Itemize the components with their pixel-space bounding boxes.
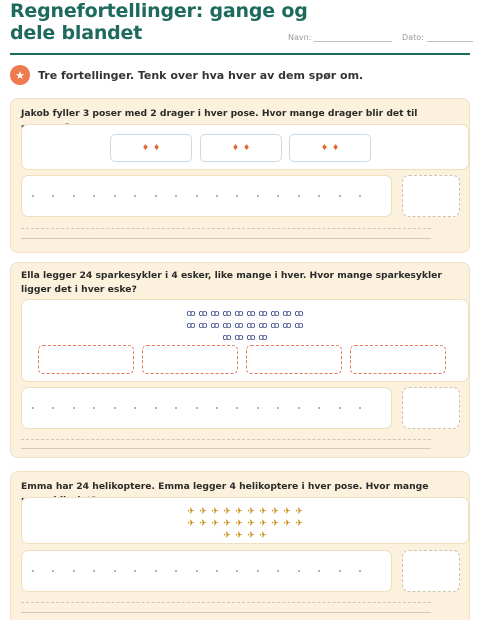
scooter-icon: ꝏ [294, 321, 304, 331]
empty-box[interactable] [246, 345, 342, 374]
writing-line[interactable] [21, 439, 431, 440]
empty-box[interactable] [350, 345, 446, 374]
scooter-icon: ꝏ [270, 321, 280, 331]
helicopter-icon: ✈ [247, 519, 255, 529]
helicopter-icon: ✈ [223, 531, 231, 541]
kite-icon: ♦ [332, 143, 340, 152]
helicopter-icon: ✈ [259, 507, 267, 517]
picture-panel [21, 299, 469, 382]
scooter-icon: ꝏ [234, 321, 244, 331]
empty-box[interactable] [142, 345, 238, 374]
helicopter-icon: ✈ [235, 519, 243, 529]
task-card-1 [10, 98, 470, 253]
helicopter-icon: ✈ [211, 519, 219, 529]
helicopter-icon: ✈ [283, 519, 291, 529]
task-card-2 [10, 262, 470, 458]
writing-line[interactable] [21, 228, 431, 229]
helicopter-icon: ✈ [223, 519, 231, 529]
scooter-icon: ꝏ [282, 321, 292, 331]
answer-box[interactable] [402, 387, 460, 429]
date-label: Dato: [402, 33, 424, 42]
helicopter-icon: ✈ [187, 519, 195, 529]
helicopter-icon: ✈ [259, 519, 267, 529]
scooter-icon: ꝏ [258, 321, 268, 331]
task-question: Jakob fyller 3 poser med 2 drager i hver pose. Hvor mange drager blir det til [21, 108, 418, 119]
bag-group [200, 134, 282, 162]
scooter-icon: ꝏ [210, 321, 220, 331]
helicopter-icon: ✈ [235, 531, 243, 541]
task-question: Ella legger 24 sparkesykler i 4 esker, like mange i hver. Hvor mange sparkesykler ligger det i hver eske? [21, 270, 442, 295]
scooter-icon: ꝏ [294, 309, 304, 319]
instructions [10, 64, 363, 86]
name-line[interactable] [314, 34, 392, 42]
date-field[interactable] [402, 33, 473, 42]
bag-group [110, 134, 192, 162]
scooter-icon: ꝏ [222, 309, 232, 319]
helicopter-icon: ✈ [271, 519, 279, 529]
scooter-icon: ꝏ [210, 309, 220, 319]
bag-group [289, 134, 371, 162]
answer-field[interactable] [21, 175, 392, 217]
answer-field[interactable] [21, 387, 392, 429]
helicopter-icons [22, 506, 468, 542]
page-title: Regnefortellinger: gange og dele blandet [10, 0, 308, 44]
scooter-icons [22, 308, 468, 344]
scooter-icon: ꝏ [186, 321, 196, 331]
date-line[interactable] [427, 34, 473, 42]
helicopter-icon: ✈ [199, 507, 207, 517]
name-field[interactable] [288, 33, 392, 42]
scooter-icon: ꝏ [258, 309, 268, 319]
scooter-icon: ꝏ [198, 309, 208, 319]
answer-box[interactable] [402, 550, 460, 592]
scooter-icon: ꝏ [246, 333, 256, 343]
answer-box[interactable] [402, 175, 460, 217]
helicopter-icon: ✈ [295, 519, 303, 529]
scooter-icon: ꝏ [246, 321, 256, 331]
writing-line[interactable] [21, 602, 431, 603]
scooter-icon: ꝏ [222, 333, 232, 343]
writing-line[interactable] [21, 612, 431, 613]
answer-field[interactable] [21, 550, 392, 592]
helicopter-icon: ✈ [187, 507, 195, 517]
task-card-3 [10, 471, 470, 620]
helicopter-icon: ✈ [211, 507, 219, 517]
kite-icon: ♦ [243, 143, 251, 152]
scooter-icon: ꝏ [234, 309, 244, 319]
name-label: Navn: [288, 33, 312, 42]
scooter-icon: ꝏ [258, 333, 268, 343]
helicopter-icon: ✈ [247, 531, 255, 541]
helicopter-icon: ✈ [295, 507, 303, 517]
worksheet-header [10, 0, 470, 52]
helicopter-icon: ✈ [199, 519, 207, 529]
kite-icon: ♦ [231, 143, 239, 152]
writing-line[interactable] [21, 238, 431, 239]
scooter-icon: ꝏ [198, 321, 208, 331]
kite-icon: ♦ [153, 143, 161, 152]
header-divider [10, 53, 470, 55]
helicopter-icon: ✈ [247, 507, 255, 517]
picture-panel [21, 124, 469, 170]
helicopter-icon: ✈ [283, 507, 291, 517]
scooter-icon: ꝏ [234, 333, 244, 343]
scooter-icon: ꝏ [246, 309, 256, 319]
scooter-icon: ꝏ [222, 321, 232, 331]
helicopter-icon: ✈ [223, 507, 231, 517]
helicopter-icon: ✈ [259, 531, 267, 541]
scooter-icon: ꝏ [186, 309, 196, 319]
kite-icon: ♦ [320, 143, 328, 152]
helicopter-icon: ✈ [271, 507, 279, 517]
picture-panel [21, 497, 469, 544]
helicopter-icon: ✈ [235, 507, 243, 517]
kite-icon: ♦ [141, 143, 149, 152]
writing-line[interactable] [21, 448, 431, 449]
empty-box[interactable] [38, 345, 134, 374]
task-question: Emma har 24 helikoptere. Emma legger 4 helikoptere i hver pose. Hvor mange [21, 481, 429, 492]
instructions-text: Tre fortellinger. Tenk over hva hver av dem spør om. [38, 68, 364, 82]
scooter-icon: ꝏ [270, 309, 280, 319]
star-icon: ★ [10, 65, 30, 85]
scooter-icon: ꝏ [282, 309, 292, 319]
